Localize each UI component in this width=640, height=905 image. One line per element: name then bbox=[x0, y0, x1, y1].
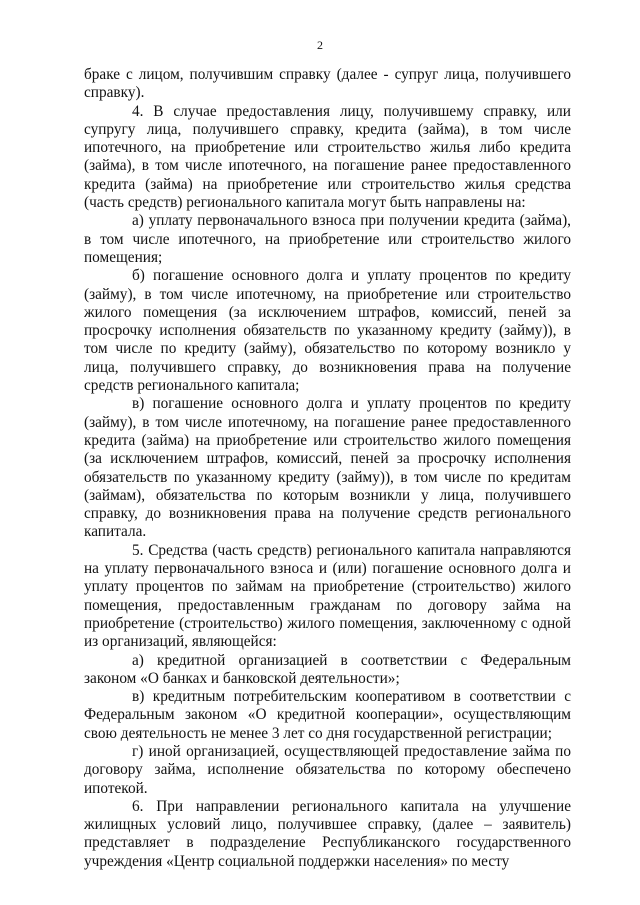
paragraph-4: 4. В случае предоставления лицу, получившему справку, или супругу лица, получившего справку, кредита (займа), в том числе ипотечного, на приобретение или строительство жилья либо кредита (займа), в том числе ипотечного, на погашение ранее предоставленного кредита (займа) на приобретение или строительство жилья средства (часть средств) регионального капитала могут быть направлены на: bbox=[84, 102, 571, 212]
paragraph-continuation: браке с лицом, получившим справку (далее - супруг лица, получившего справку). bbox=[84, 66, 571, 102]
paragraph-5v: в) кредитным потребительским кооперативом в соответствии с Федеральным законом «О кредитной кооперации», осуществляющим свою деятельность не менее 3 лет со дня государственной регистрации; bbox=[84, 688, 571, 742]
document-body bbox=[84, 66, 571, 871]
paragraph-6: 6. При направлении регионального капитала на улучшение жилищных условий лицо, получившее справку, (далее – заявитель) представляет в подразделение Республиканского государственного учреждения «Центр социальной поддержки населения» по месту bbox=[84, 797, 571, 870]
paragraph-5a: а) кредитной организацией в соответствии с Федеральным законом «О банках и банковской деятельности»; bbox=[84, 651, 571, 687]
paragraph-5: 5. Средства (часть средств) регионального капитала направляются на уплату первоначального взноса и (или) погашение основного долга и уплату процентов по займам на приобретение (строительство) жилого помещения, предоставленным гражданам по договору займа на приобретение (строительство) жилого помещения, заключенному с одной из организаций, являющейся: bbox=[84, 541, 571, 651]
paragraph-4b: б) погашение основного долга и уплату процентов по кредиту (займу), в том числе ипотечному, на приобретение или строительство жилого помещения (за исключением штрафов, комиссий, пеней за просрочку исполнения обязательств по указанному кредиту (займу)), в том числе по кредиту (займу), обязательство по которому возникло у лица, получившего справку, до возникновения права на получение средств регионального капитала; bbox=[84, 267, 571, 395]
paragraph-4v: в) погашение основного долга и уплату процентов по кредиту (займу), в том числе ипотечному, на погашение ранее предоставленного кредита (займа) на приобретение или строительство жилого помещения (за исключением штрафов, комиссий, пеней за просрочку исполнения обязательств по указанному кредиту (займу)), в том числе по кредитам (займам), обязательства по которым возникли у лица, получившего справку, до возникновения права на получение средств регионального капитала. bbox=[84, 395, 571, 541]
paragraph-4a: а) уплату первоначального взноса при получении кредита (займа), в том числе ипотечного, на приобретение или строительство жилого помещения; bbox=[84, 212, 571, 266]
paragraph-5g: г) иной организацией, осуществляющей предоставление займа по договору займа, исполнение обязательства по которому обеспечено ипотекой. bbox=[84, 742, 571, 797]
page-number: 2 bbox=[317, 38, 323, 52]
